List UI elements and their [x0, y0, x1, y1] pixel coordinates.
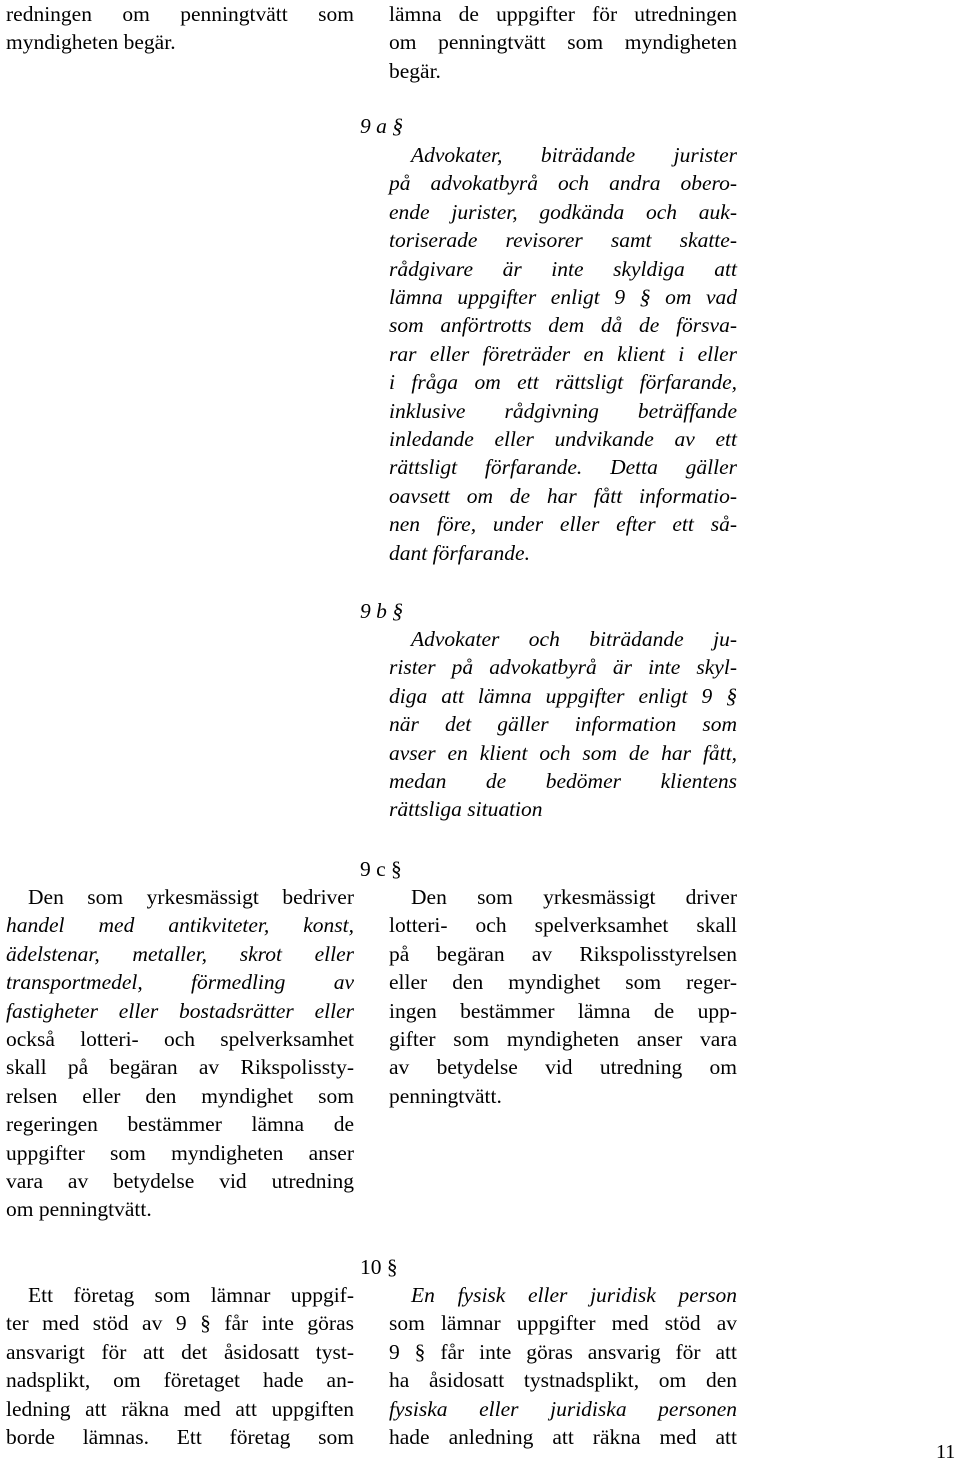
text-line: 9 § får inte göras ansvarig för att [389, 1339, 737, 1364]
text-line: inledande eller undvikande av ett [389, 427, 737, 452]
text-line: Den som yrkesmässigt driver [411, 885, 737, 909]
section-10-left-text [6, 1281, 354, 1451]
text-line: hade anledning att räkna med att [389, 1425, 737, 1450]
section-heading-9c: 9 c § [360, 857, 402, 881]
text-line: nen före, under eller efter ett så- [389, 512, 737, 537]
section-heading-10: 10 § [360, 1255, 398, 1279]
text-line: ter med stöd av 9 § får inte göras [6, 1311, 354, 1336]
text-line: myndigheten begär. [6, 30, 176, 55]
text-line: nadsplikt, om företaget hade an- [6, 1368, 354, 1393]
text-line: på advokatbyrå och andra obero- [389, 171, 737, 196]
text-line: relsen eller den myndighet som [6, 1083, 354, 1108]
text-line: Advokater, biträdande jurister [411, 143, 737, 167]
top-left-text [6, 0, 354, 57]
text-line: ledning att räkna med att uppgiften [6, 1396, 354, 1421]
text-line: av betydelse vid utredning om [389, 1055, 737, 1080]
text-line: avser en klient och som de har fått, [389, 740, 737, 765]
text-line: medan de bedömer klientens [389, 769, 737, 794]
section-10-right-text [389, 1281, 737, 1451]
text-line: dant förfarande. [389, 540, 530, 565]
text-line: om penningtvätt som myndigheten [389, 30, 737, 55]
section-9c-left-text [6, 883, 354, 1224]
text-line: ingen bestämmer lämna de upp- [389, 998, 737, 1023]
text-line: penningtvätt. [389, 1083, 502, 1108]
text-line: uppgifter som myndigheten anser [6, 1140, 354, 1165]
section-9b-text [389, 625, 737, 824]
text-line: när det gäller information som [389, 712, 737, 737]
text-line: rättsliga situation [389, 797, 543, 822]
text-line: som anförtrotts dem då de försva- [389, 313, 737, 338]
text-line: Advokater och biträdande ju- [411, 627, 737, 651]
text-line: vara av betydelse vid utredning [6, 1169, 354, 1194]
text-line: lotteri- och spelverksamhet skall [389, 913, 737, 938]
text-line: diga att lämna uppgifter enligt 9 § [389, 683, 737, 708]
text-line: eller den myndighet som reger- [389, 970, 737, 995]
section-heading-9b: 9 b § [360, 599, 403, 623]
section-9c-right-text [389, 883, 737, 1110]
text-line: Den som yrkesmässigt bedriver [28, 885, 354, 909]
text-line: Ett företag som lämnar uppgif- [28, 1283, 354, 1307]
text-line: fastigheter eller bostadsrätter eller [6, 998, 354, 1023]
text-line: En fysisk eller juridisk person [411, 1283, 737, 1307]
section-heading-9a: 9 a § [360, 114, 403, 138]
text-line: ansvarigt för att det åsidosatt tyst- [6, 1339, 354, 1364]
text-line: lämna uppgifter enligt 9 § om vad [389, 285, 737, 310]
text-line: ende jurister, godkända och auk- [389, 199, 737, 224]
text-line: inklusive rådgivning beträffande [389, 398, 737, 423]
text-line: om penningtvätt. [6, 1197, 152, 1222]
text-line: regeringen bestämmer lämna de [6, 1112, 354, 1137]
text-line: begär. [389, 58, 441, 83]
text-line: ädelstenar, metaller, skrot eller [6, 941, 354, 966]
text-line: lämna de uppgifter för utredningen [389, 2, 737, 26]
text-line: rådgivare är inte skyldiga att [389, 256, 737, 281]
text-line: transportmedel, förmedling av [6, 970, 354, 995]
text-line: ha åsidosatt tystnadsplikt, om den [389, 1368, 737, 1393]
text-line: rättsligt förfarande. Detta gäller [389, 455, 737, 480]
text-line: på begäran av Rikspolisstyrelsen [389, 941, 737, 966]
text-line: oavsett om de har fått informatio- [389, 483, 737, 508]
section-9a-text [389, 141, 737, 567]
text-line: också lotteri- och spelverksamhet [6, 1027, 354, 1052]
text-line: som lämnar uppgifter med stöd av [389, 1311, 737, 1336]
page-number: 11 [936, 1441, 956, 1463]
text-line: rar eller företräder en klient i eller [389, 341, 737, 366]
text-line: i fråga om ett rättsligt förfarande, [389, 370, 737, 395]
text-line: borde lämnas. Ett företag som [6, 1425, 354, 1450]
text-line: redningen om penningtvätt som [6, 2, 354, 26]
text-line: toriserade revisorer samt skatte- [389, 228, 737, 253]
text-line: fysiska eller juridiska personen [389, 1396, 737, 1421]
text-line: handel med antikviteter, konst, [6, 913, 354, 938]
text-line: rister på advokatbyrå är inte skyl- [389, 655, 737, 680]
top-right-text [389, 0, 737, 85]
text-line: skall på begäran av Rikspolissty- [6, 1055, 354, 1080]
text-line: gifter som myndigheten anser vara [389, 1027, 737, 1052]
